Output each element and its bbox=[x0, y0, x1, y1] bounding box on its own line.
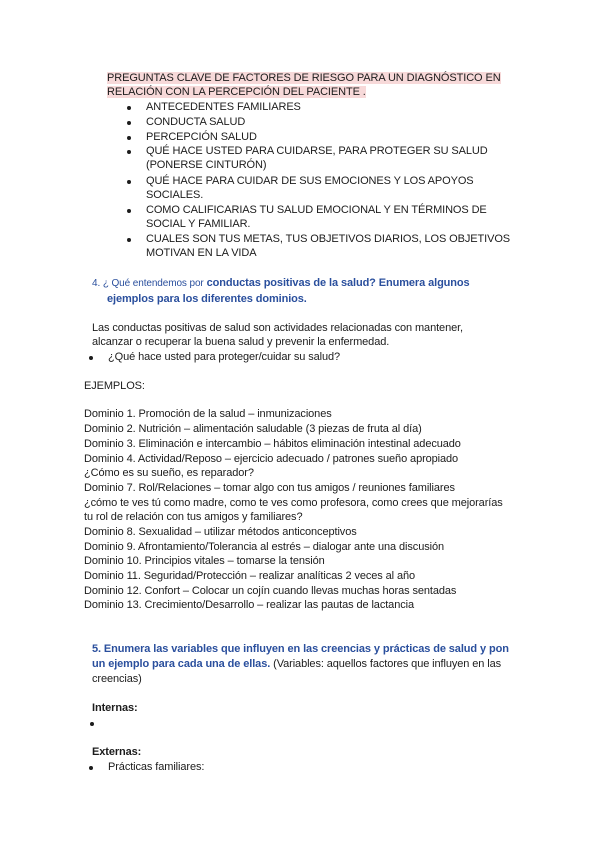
q4-bold-text: conductas positivas de la salud? Enumera algunos bbox=[206, 277, 470, 289]
list-item: COMO CALIFICARIAS TU SALUD EMOCIONAL Y EN TÉRMINOS DE bbox=[146, 204, 487, 216]
q4-bullet: ¿Qué hace usted para proteger/cuidar su salud? bbox=[108, 351, 341, 363]
examples-label: EJEMPLOS: bbox=[84, 380, 145, 392]
risk-title-line-2: RELACIÓN CON LA PERCEPCIÓN DEL PACIENTE . bbox=[107, 86, 366, 98]
domain-line: Dominio 9. Afrontamiento/Tolerancia al estrés – dialogar ante una discusión bbox=[84, 541, 444, 553]
list-item: CONDUCTA SALUD bbox=[146, 116, 246, 128]
list-item-continuation: SOCIAL Y FAMILIAR. bbox=[146, 218, 251, 230]
list-item: QUÉ HACE USTED PARA CUIDARSE, PARA PROTEGER SU SALUD bbox=[146, 145, 488, 157]
domain-line: Dominio 8. Sexualidad – utilizar métodos anticonceptivos bbox=[84, 526, 357, 538]
q5-note-line-3: creencias) bbox=[92, 673, 142, 685]
q5-bold-text: un ejemplo para cada una de ellas. bbox=[92, 658, 271, 670]
internas-empty-bullet bbox=[109, 717, 119, 729]
domain-line: Dominio 3. Eliminación e intercambio – hábitos eliminación intestinal adecuado bbox=[84, 438, 461, 450]
q5-note: (Variables: aquellos factores que influyen en las bbox=[273, 658, 502, 670]
internas-label: Internas: bbox=[92, 702, 138, 714]
domain-line: Dominio 7. Rol/Relaciones – tomar algo con tus amigos / reuniones familiares bbox=[84, 482, 455, 494]
list-item-continuation: (PONERSE CINTURÓN) bbox=[146, 159, 267, 171]
domain-line: Dominio 1. Promoción de la salud – inmunizaciones bbox=[84, 408, 332, 420]
q5-heading-line-1: 5. Enumera las variables que influyen en las creencias y prácticas de salud y pon bbox=[92, 643, 509, 655]
list-item-continuation: SOCIALES. bbox=[146, 189, 204, 201]
domain-line: Dominio 12. Confort – Colocar un cojín cuando llevas muchas horas sentadas bbox=[84, 585, 457, 597]
list-item: CUALES SON TUS METAS, TUS OBJETIVOS DIARIOS, LOS OBJETIVOS bbox=[146, 233, 511, 245]
q4-paragraph-line-1: Las conductas positivas de salud son actividades relacionadas con mantener, bbox=[92, 322, 464, 334]
externas-label: Externas: bbox=[92, 746, 142, 758]
domain-line: Dominio 10. Principios vitales – tomarse la tensión bbox=[84, 555, 325, 567]
list-item-continuation: MOTIVAN EN LA VIDA bbox=[146, 247, 257, 259]
domain-line: ¿cómo te ves tú como madre, como te ves como profesora, como crees que mejorarías bbox=[84, 497, 503, 509]
q4-heading-line-2: ejemplos para los diferentes dominios. bbox=[107, 293, 307, 305]
domain-line: Dominio 4. Actividad/Reposo – ejercicio adecuado / patrones sueño apropiado bbox=[84, 453, 459, 465]
q4-heading-line-1 bbox=[92, 277, 470, 289]
list-item: QUÉ HACE PARA CUIDAR DE SUS EMOCIONES Y LOS APOYOS bbox=[146, 175, 474, 187]
list-item: PERCEPCIÓN SALUD bbox=[146, 131, 257, 143]
domain-line: Dominio 2. Nutrición – alimentación saludable (3 piezas de fruta al día) bbox=[84, 423, 422, 435]
q4-paragraph-line-2: alcanzar o recuperar la buena salud y prevenir la enfermedad. bbox=[92, 336, 390, 348]
domain-line: tu rol de relación con tus amigos y familiares? bbox=[84, 511, 303, 523]
list-item: ANTECEDENTES FAMILIARES bbox=[146, 101, 301, 113]
risk-title-line-1: PREGUNTAS CLAVE DE FACTORES DE RIESGO PARA UN DIAGNÓSTICO EN bbox=[107, 72, 501, 84]
domain-line: Dominio 13. Crecimiento/Desarrollo – realizar las pautas de lactancia bbox=[84, 599, 414, 611]
domain-line: Dominio 11. Seguridad/Protección – realizar analíticas 2 veces al año bbox=[84, 570, 416, 582]
domain-line: ¿Cómo es su sueño, es reparador? bbox=[84, 467, 254, 479]
q5-heading-line-2 bbox=[92, 658, 501, 670]
externas-bullet: Prácticas familiares: bbox=[108, 761, 205, 773]
q4-prefix: 4. ¿ Qué entendemos por bbox=[92, 278, 204, 289]
